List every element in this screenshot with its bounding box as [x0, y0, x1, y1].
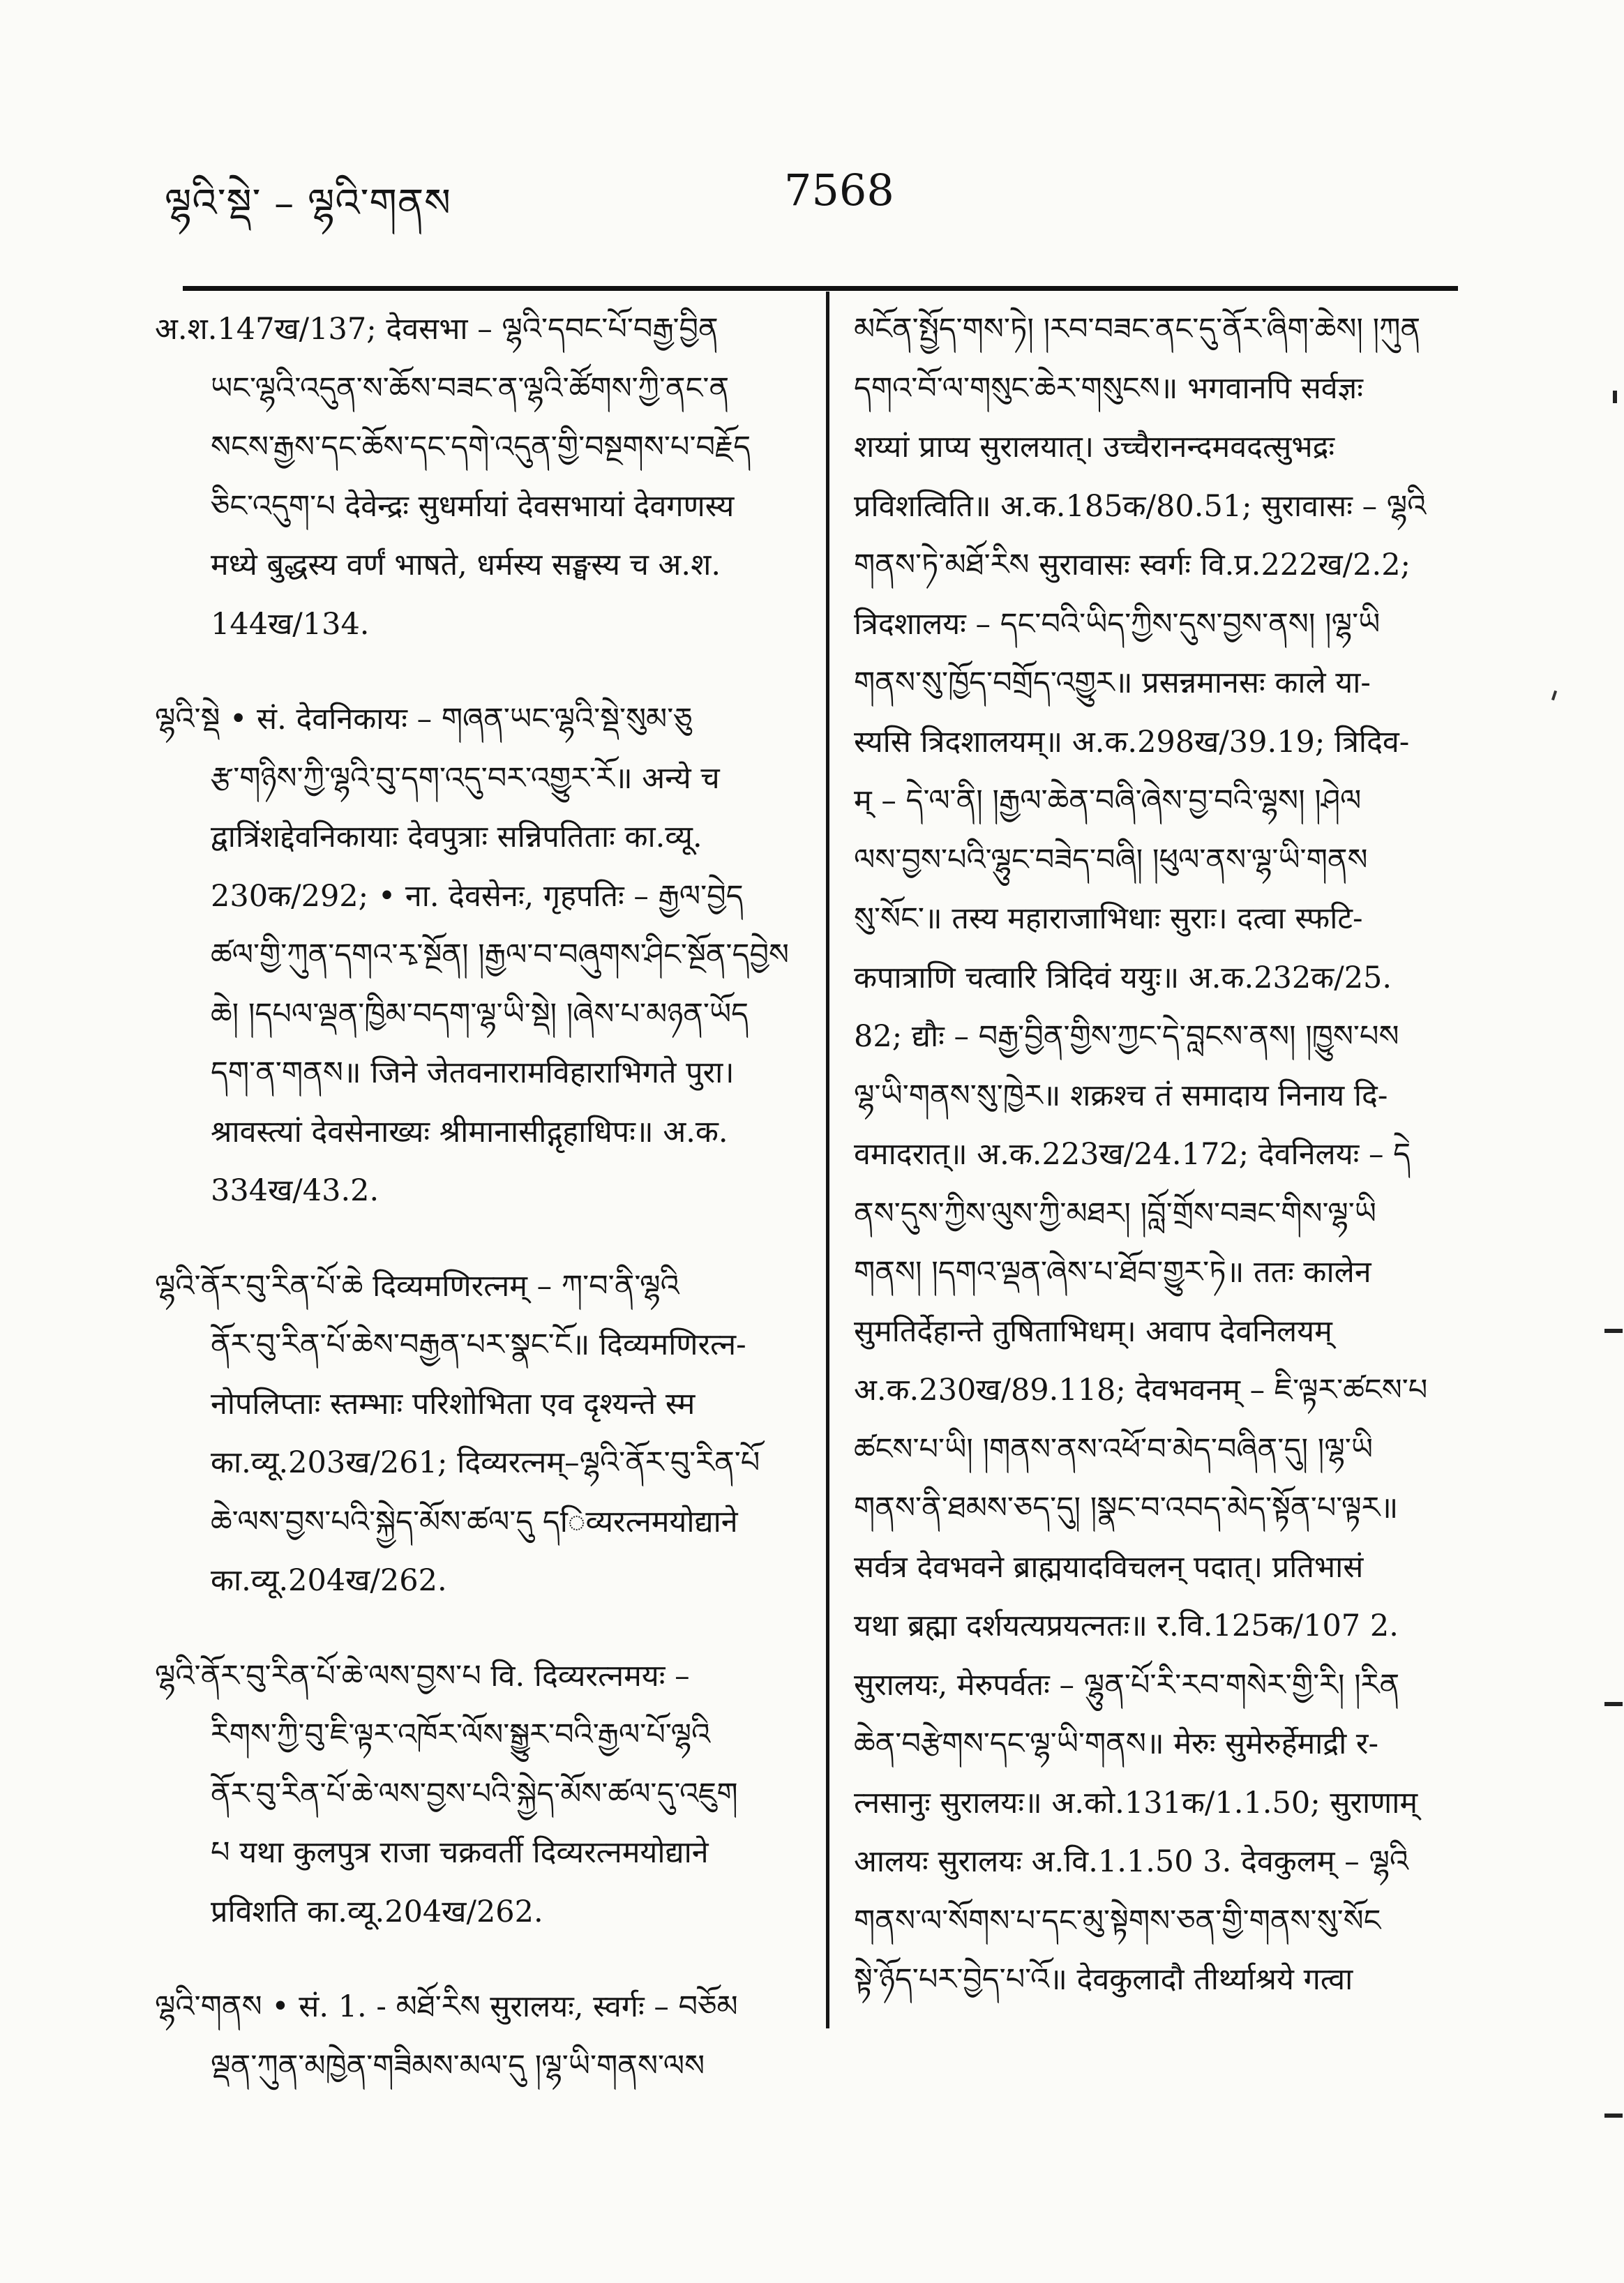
entry-line: प्रविशत्विति॥ अ.क.185क/80.51; सुरावासः – ལྷའི [854, 488, 1427, 524]
entry-line: སུ་སོང་॥ तस्य महाराजाभिधाः सुराः। दत्वा स्फटि- [854, 901, 1363, 936]
entry-line: དག་ན་གནས॥ जिने जेतवनारामविहाराभिगते पुरा। [211, 1055, 735, 1090]
entry-line: རྩ་གཉིས་ཀྱི་ལྷའི་བུ་དག་འདུ་བར་འགྱུར་རོ॥ अन्ये च [211, 760, 720, 796]
entry-line: ཅིང་འདུག་པ देवेन्द्रः सुधर्मायां देवसभायां देवगणस्य [211, 488, 735, 524]
entry-line: सर्वत्र देवभवने ब्राह्मयादविचलन् पदात्। प्रतिभासं [854, 1549, 1364, 1585]
entry-lhai-gnas [155, 1977, 797, 2095]
entry-line: का.व्यू.203ख/261; दिव्यरत्नम्–ལྷའི་ནོར་བུ་རིན་པོ [211, 1445, 760, 1480]
entry-line: མངོན་སྤྱོད་གས་ཏེ། །རབ་བཟང་ནང་དུ་ནོར་ཞིག་ཆེས། །ཀུན [854, 312, 1421, 347]
entry-line: सुरालयः, मेरुपर्वतः – ལྷུན་པོ་རི་རབ་གསེར་གྱི་རི། །རིན [854, 1667, 1400, 1703]
entry-line: ཆེ་ལས་བྱས་པའི་སྐྱེད་མོས་ཚལ་དུ དिव्यरत्नमयोद्याने [211, 1504, 738, 1539]
left-column [155, 300, 797, 2132]
entry-line: ཆེ། །དཔལ་ལྡན་ཁྱིམ་བདག་ལྷ་ཡི་སྡེ། །ཞེས་པ་མཉན་ཡོད [211, 996, 749, 1032]
entry-line: प्रविशति का.व्यू.204ख/262. [211, 1894, 543, 1929]
scan-edge-mark [1604, 2114, 1623, 2118]
entry-lhai-sde [155, 690, 797, 1221]
scan-speck [1551, 691, 1557, 701]
running-head: ལྷའི་སྡེ་ – ལྷའི་གནས [165, 181, 451, 226]
headword-line: ལྷའི་ནོར་བུ་རིན་པོ་ཆེ་ལས་བྱས་པ वि. दिव्यरत्नमयः – [155, 1658, 690, 1694]
entry-line: ལས་བྱས་པའི་ལྷུང་བཟེད་བཞི། །ཕུལ་ནས་ལྷ་ཡི་གནས [854, 842, 1368, 877]
entry-line: नोपलिप्ताः स्तम्भाः परिशोभिता एव दृश्यन्ते स्म [211, 1386, 696, 1422]
entry-line: གནས་ཏེ་མཐོ་རིས सुरावासः स्वर्गः वि.प्र.222ख/2.2; [854, 548, 1411, 582]
entry-line: कपात्राणि चत्वारि त्रिदिवं ययुः॥ अ.क.232क/25. [854, 960, 1392, 995]
entry-line: ནས་དུས་ཀྱིས་ལུས་ཀྱི་མཐར། །བློ་གྲོས་བཟང་གིས་ལྷ་ཡི [854, 1196, 1376, 1231]
entry-line: त्रिदशालयः – དང་བའི་ཡིད་ཀྱིས་དུས་བྱས་ནས། །ལྷ་ཡི [854, 606, 1381, 642]
headword-line: ལྷའི་སྡེ • सं. देवनिकायः – གཞན་ཡང་ལྷའི་སྡེ་སུམ་ཅུ [155, 702, 693, 737]
page-number: 7568 [784, 165, 894, 216]
entry-line: म् – དེ་ལ་ནི། །རྒྱལ་ཆེན་བཞི་ཞེས་བྱ་བའི་ལྷས། །ཤེལ [854, 783, 1362, 818]
entry-line: གནས་ལ་སོགས་པ་དང་མུ་སྟེགས་ཅན་གྱི་གནས་སུ་སོང [854, 1903, 1381, 1938]
entry-line: གནས། །དགའ་ལྡན་ཞེས་པ་ཐོབ་གྱུར་ཏེ॥ ततः कालेन [854, 1255, 1371, 1290]
entry-line: वमादरात्॥ अ.क.223ख/24.172; देवनिलयः – དེ [854, 1137, 1411, 1172]
entry-line: ནོར་བུ་རིན་པོ་ཆེ་ལས་བྱས་པའི་སྐྱེད་མོས་ཚལ་དུ་འཇུག [211, 1776, 738, 1811]
entry-line: द्वात्रिंशद्देवनिकायाः देवपुत्राः सन्निपतिताः का.व्यू. [211, 820, 702, 854]
entry-line: ལྷ་ཡི་གནས་སུ་ཁྱེར॥ शक्रश्च तं समादाय निनाय दि- [854, 1078, 1388, 1113]
headword-line: ལྷའི་ནོར་བུ་རིན་པོ་ཆེ दिव्यमणिरत्नम् – ཀ་བ་ནི་ལྷའི [155, 1268, 679, 1304]
entry-line: སངས་རྒྱས་དང་ཆོས་དང་དགེ་འདུན་གྱི་བསྔགས་པ་བརྗོད [211, 430, 751, 465]
entry-line: श्रावस्त्यां देवसेनाख्यः श्रीमानासीद्गृहाधिपः॥ अ.क. [211, 1114, 728, 1150]
entry-line: अ.श.147ख/137; देवसभा – ལྷའི་དབང་པོ་བརྒྱ་བྱིན [155, 312, 719, 347]
column-divider [826, 292, 829, 2028]
entry-line: སྟེ་ཉོད་པར་བྱེད་པ་འོ॥ देवकुलादौ तीर्थ्याश्रये गत्वा [854, 1962, 1353, 1997]
entry-lhai-nor-bu [155, 1257, 797, 1611]
entry-line: པ यथा कुलपुत्र राजा चक्रवर्ती दिव्यरत्नमयोद्याने [211, 1835, 709, 1870]
entry-line: त्नसानुः सुरालयः॥ अ.को.131क/1.1.50; सुराणाम् [854, 1785, 1418, 1821]
entry-devasabha-cont [155, 300, 797, 654]
entry-line: शय्यां प्राप्य सुरालयात्। उच्चैरानन्दमवदत्सुभद्रः [854, 430, 1335, 465]
entry-line: 334ख/43.2. [211, 1173, 379, 1208]
entry-line: का.व्यू.204ख/262. [211, 1563, 447, 1598]
entry-line: གནས་སུ་ཁྱོད་བགྲོད་འགྱུར॥ प्रसन्नमानसः काले या- [854, 665, 1371, 700]
entry-line: ཚལ་གྱི་ཀུན་དགའ་རྭ་སྔོན། །རྒྱལ་བ་བཞུགས་ཤིང་སྔོན་དབྱེས [211, 937, 790, 972]
scan-edge-mark [1613, 391, 1617, 403]
entry-line: अ.क.230ख/89.118; देवभवनम् – ཇི་ལྟར་ཚངས་པ [854, 1373, 1428, 1408]
entry-line: 82; द्यौः – བརྒྱ་བྱིན་གྱིས་ཀྱང་དེ་བླངས་ནས། །ཁྱུས་པས [854, 1019, 1399, 1054]
scan-edge-mark [1604, 1329, 1623, 1333]
entry-line: གནས་ནི་ཐམས་ཅད་དུ། །སྣང་བ་འབད་མེད་སྟོན་པ་ལྟར॥ [854, 1491, 1399, 1525]
right-column [854, 300, 1468, 2010]
entry-line: सुमतिर्देहान्ते तुषिताभिधम्। अवाप देवनिलयम् [854, 1313, 1332, 1349]
entry-line: ལྡན་ཀུན་མཁྱེན་གཟིམས་མལ་དུ །ལྷ་ཡི་གནས་ལས [211, 2048, 705, 2084]
entry-line: དགའ་བོ་ལ་གསུང་ཆེར་གསུངས॥ भगवानपि सर्वज्ञः [854, 370, 1363, 406]
entry-lhai-nor-bu-las-byas-pa [155, 1647, 797, 1942]
entry-line: ཚངས་པ་ཡི། །གནས་ནས་འཕོ་བ་མེད་བཞིན་དུ། །ལྷ་ཡི [854, 1431, 1374, 1467]
scan-edge-mark [1604, 1702, 1623, 1706]
entry-line: यथा ब्रह्मा दर्शयत्यप्रयत्नतः॥ र.वि.125क/107 2. [854, 1608, 1399, 1643]
entry-line: ཆེན་བརྩེགས་དང་ལྷ་ཡི་གནས॥ मेरुः सुमेरुर्हेमाद्री र- [854, 1726, 1379, 1761]
entry-line: आलयः सुरालयः अ.वि.1.1.50 3. देवकुलम् – ལྷའི [854, 1844, 1409, 1879]
headword-line: ལྷའི་གནས • सं. 1. - མཐོ་རིས सुरालयः, स्वर्गः – བཅོམ [155, 1989, 738, 2024]
header-rule [183, 286, 1458, 291]
entry-line: मध्ये बुद्धस्य वर्णं भाषते, धर्मस्य सङ्घस्य च अ.श. [211, 548, 721, 582]
entry-line: ཡང་ལྷའི་འདུན་ས་ཆོས་བཟང་ན་ལྷའི་ཚོགས་ཀྱི་ནང་ན [211, 370, 730, 406]
entry-line: 144ख/134. [211, 606, 370, 642]
entry-line: 230क/292; • ना. देवसेनः, गृहपतिः – རྒྱལ་བྱེད [211, 878, 744, 914]
entry-line: स्यसि त्रिदशालयम्॥ अ.क.298ख/39.19; त्रिदिव- [854, 724, 1410, 760]
entry-line: རིགས་ཀྱི་བུ་ཇི་ལྟར་འཁོར་ལོས་སྒྱུར་བའི་རྒྱལ་པོ་ལྷའི [211, 1717, 711, 1752]
entry-line: ནོར་བུ་རིན་པོ་ཆེས་བརྒྱན་པར་སྣང་ངོ॥ दिव्यमणिरत्न- [211, 1327, 746, 1362]
